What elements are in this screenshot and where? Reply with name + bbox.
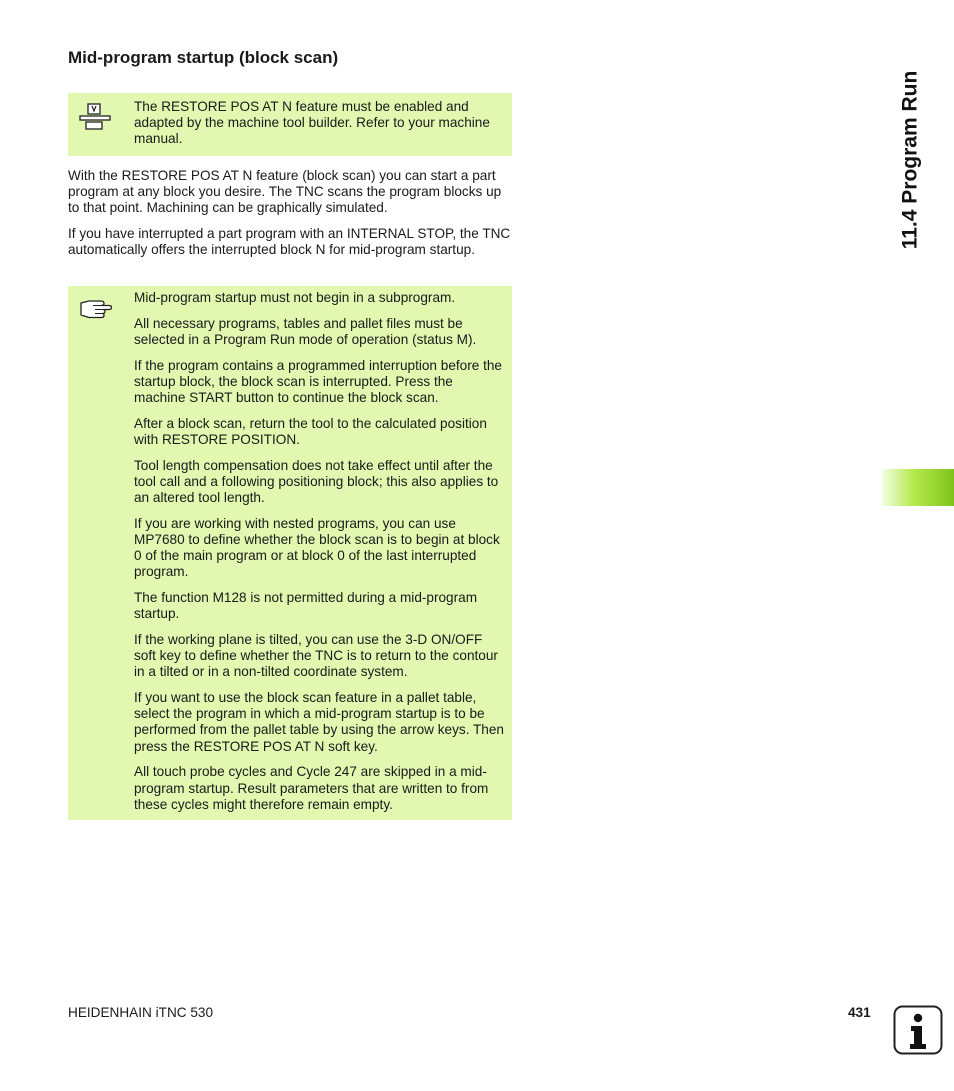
hint-item: All necessary programs, tables and pallet files must be selected in a Program Run mode of operation (status M). [134, 315, 477, 347]
machine-tool-icon [79, 103, 111, 136]
body-paragraph: With the RESTORE POS AT N feature (block scan) you can start a part program at any block you desire. The TNC scans the program blocks up to that point. Machining can be graphically simulated. [68, 168, 502, 216]
body-paragraph: If you have interrupted a part program with an INTERNAL STOP, the TNC automatically offers the interrupted block N for mid-program startup. [68, 226, 511, 258]
hint-item: The function M128 is not permitted during a mid-program startup. [134, 590, 478, 622]
hint-item: If the program contains a programmed interruption before the startup block, the block scan is interrupted. Press the machine START button to continue the block scan. [134, 357, 502, 406]
hint-item: After a block scan, return the tool to the calculated position with RESTORE POSITION. [134, 415, 487, 447]
machine-note-box [68, 93, 512, 156]
footer-product: HEIDENHAIN iTNC 530 [68, 1005, 214, 1020]
hint-item: If the working plane is tilted, you can use the 3-D ON/OFF soft key to define whether the TNC is to return to the contour in a tilted or in a non-tilted coordinate system. [134, 631, 498, 680]
machine-note-text: The RESTORE POS AT N feature must be enabled and adapted by the machine tool builder. Refer to your machine manual. [134, 99, 490, 147]
hint-item: If you want to use the block scan feature in a pallet table, select the program in which a mid-program startup is to be performed from the pallet table by using the arrow keys. Then press the RESTORE POS AT N soft key. [134, 690, 504, 754]
hint-item: If you are working with nested programs, you can use MP7680 to define whether the block scan is to begin at block 0 of the main program or at block 0 of the last interrupted program. [134, 515, 500, 580]
info-icon[interactable] [893, 1005, 943, 1060]
section-title: Mid-program startup (block scan) [68, 48, 339, 67]
hint-item: Tool length compensation does not take effect until after the tool call and a following positioning block; this also applies to an altered tool length. [134, 457, 499, 506]
chapter-side-title: 11.4 Program Run [898, 70, 921, 250]
hint-item: All touch probe cycles and Cycle 247 are skipped in a mid-program startup. Result parameters that are written to from these cycles might therefore remain empty. [134, 764, 489, 812]
hint-note-box [68, 286, 512, 820]
pointing-hand-icon [79, 296, 113, 325]
chapter-tab-marker [882, 469, 954, 506]
page-number: 431 [848, 1005, 871, 1020]
hint-item: Mid-program startup must not begin in a subprogram. [134, 290, 456, 305]
